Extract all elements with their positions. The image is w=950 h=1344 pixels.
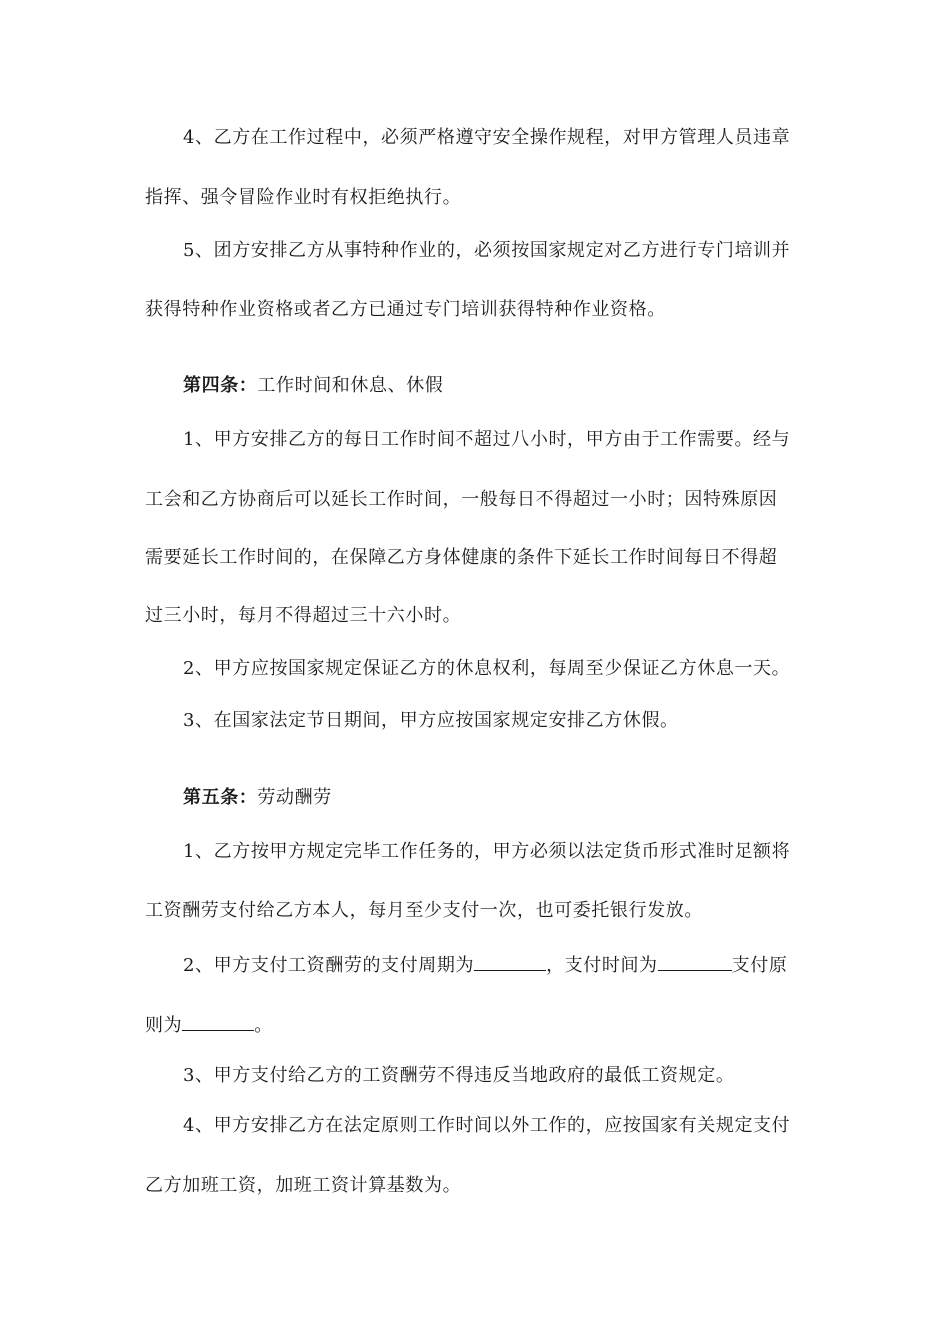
article5-title: 劳动酬劳 bbox=[257, 787, 332, 808]
article5-label: 第五条： bbox=[183, 787, 258, 808]
article3-p5-line2: 获得特种作业资格或者乙方已通过专门培训获得特种作业资格。 bbox=[145, 299, 666, 320]
article4-p3: 3、在国家法定节日期间，甲方应按国家规定安排乙方休假。 bbox=[183, 710, 679, 731]
article3-p4-line1: 4、乙方在工作过程中，必须严格遵守安全操作规程，对甲方管理人员违章 bbox=[183, 127, 791, 148]
article5-p3: 3、甲方支付给乙方的工资酬劳不得违反当地政府的最低工资规定。 bbox=[183, 1065, 735, 1086]
article5-p2-part-b: ，支付时间为 bbox=[546, 955, 658, 976]
article5-p2-line1 bbox=[183, 952, 787, 978]
article5-heading bbox=[183, 786, 332, 810]
article5-p2-part-c: 支付原 bbox=[731, 955, 788, 976]
pay-cycle-blank bbox=[474, 952, 546, 971]
article4-p1-line4: 过三小时，每月不得超过三十六小时。 bbox=[145, 605, 462, 626]
article5-p1-line2: 工资酬劳支付给乙方本人，每月至少支付一次，也可委托银行发放。 bbox=[145, 900, 703, 921]
article4-heading bbox=[183, 374, 443, 398]
article5-p2-part-d: 则为 bbox=[145, 1015, 183, 1036]
article5-p4-line2: 乙方加班工资，加班工资计算基数为。 bbox=[145, 1175, 462, 1196]
article5-p4-line1: 4、甲方安排乙方在法定原则工作时间以外工作的，应按国家有关规定支付 bbox=[183, 1115, 791, 1136]
article4-p1-line3: 需要延长工作时间的，在保障乙方身体健康的条件下延长工作时间每日不得超 bbox=[145, 547, 778, 568]
article5-p2-line2 bbox=[145, 1012, 273, 1038]
article4-title: 工作时间和休息、休假 bbox=[257, 375, 444, 396]
article4-p1-line1: 1、甲方安排乙方的每日工作时间不超过八小时，甲方由于工作需要。经与 bbox=[183, 429, 791, 450]
article3-p4-line2: 指挥、强令冒险作业时有权拒绝执行。 bbox=[145, 187, 462, 208]
article5-p2-part-a: 2、甲方支付工资酬劳的支付周期为 bbox=[183, 955, 475, 976]
article4-p1-line2: 工会和乙方协商后可以延长工作时间，一般每日不得超过一小时；因特殊原因 bbox=[145, 489, 778, 510]
pay-time-blank bbox=[658, 952, 732, 971]
article3-p5-line1: 5、团方安排乙方从事特种作业的，必须按国家规定对乙方进行专门培训并 bbox=[183, 240, 791, 261]
article4-label: 第四条： bbox=[183, 375, 258, 396]
article5-p2-part-e: 。 bbox=[254, 1015, 273, 1036]
article5-p1-line1: 1、乙方按甲方规定完毕工作任务的，甲方必须以法定货币形式准时足额将 bbox=[183, 841, 791, 862]
article4-p2: 2、甲方应按国家规定保证乙方的休息权利，每周至少保证乙方休息一天。 bbox=[183, 658, 791, 679]
pay-principle-blank bbox=[182, 1012, 254, 1031]
